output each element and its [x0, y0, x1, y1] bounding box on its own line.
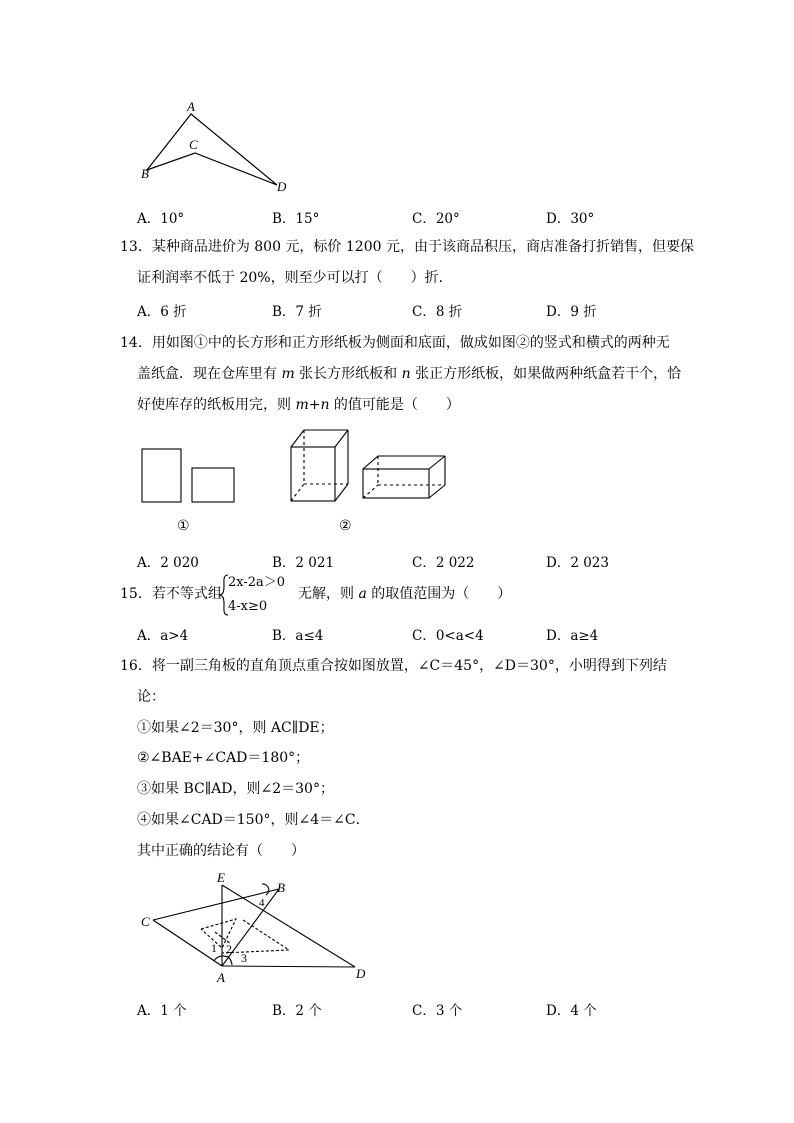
q13-line-1: 13．某种商品进价为 800 元，标价 1200 元，由于该商品积压，商店准备打折销售，但要保 [120, 239, 694, 255]
q14-line-2-c: 张正方形纸板，如果做两种纸盒若干个，恰 [410, 366, 682, 382]
q16-line-1: 16．将一副三角板的直角顶点重合按如图放置，∠C＝45°，∠D＝30°，小明得到下列结 [120, 658, 667, 674]
q14-figure-1-caption: ① [177, 518, 190, 534]
q15-inequality-1: 2x-2a＞0 [228, 575, 286, 590]
q16-ask: 其中正确的结论有（ ） [137, 843, 305, 859]
q15-suffix-a: 无解，则 [298, 586, 359, 602]
q12-label-c: C [189, 137, 198, 152]
q12-label-d: D [277, 179, 287, 193]
q12-label-b: B [141, 166, 149, 181]
q12-option-c[interactable]: C．20° [412, 211, 460, 227]
q14-line-3-b: 的值可能是（ ） [329, 397, 460, 413]
q16-option-c[interactable]: C．3 个 [412, 1003, 463, 1019]
q14-var-n: n [401, 366, 411, 382]
q16-conclusion-4: ④如果∠CAD＝150°，则∠4＝∠C． [137, 812, 370, 828]
q13-option-a[interactable]: A．6 折 [137, 304, 187, 320]
q13-line-2: 证利润率不低于 20%，则至少可以打（ ）折． [137, 270, 453, 286]
q16-label-b: B [277, 880, 285, 895]
q14-line-3-a: 好使库存的纸板用完，则 [137, 397, 296, 413]
q16-angle-4: 4 [259, 897, 265, 909]
q16-conclusion-2: ②∠BAE+∠CAD＝180°； [137, 750, 310, 766]
q15-option-c[interactable]: C．0<a<4 [412, 628, 484, 644]
q13-option-c[interactable]: C．8 折 [412, 304, 463, 320]
q14-square-board [192, 468, 234, 502]
q14-option-b[interactable]: B．2 021 [272, 555, 335, 571]
q14-figure-2-caption: ② [339, 518, 352, 534]
q15-suffix [298, 584, 511, 604]
q16-conclusion-3: ③如果 BC∥AD，则∠2＝30°； [137, 781, 334, 797]
q14-rectangle-board [142, 449, 181, 502]
q12-option-a[interactable]: A．10° [137, 211, 185, 227]
q15-inequality-2: 4-x≥0 [228, 599, 268, 614]
q14-var-m: m [281, 366, 295, 382]
q15-option-a[interactable]: A．a>4 [137, 628, 189, 644]
q16-option-a[interactable]: A．1 个 [137, 1003, 187, 1019]
q14-horizontal-box [363, 456, 445, 498]
q16-label-a: A [217, 970, 225, 985]
q15-var-a: a [358, 586, 367, 602]
q14-line-2-a: 盖纸盒．现在仓库里有 [137, 366, 282, 382]
q14-line-1: 14．用如图①中的长方形和正方形纸板为侧面和底面，做成如图②的竖式和横式的两种无 [120, 335, 670, 351]
q12-label-a: A [187, 99, 195, 114]
q14-option-a[interactable]: A．2 020 [137, 555, 199, 571]
q16-option-b[interactable]: B．2 个 [272, 1003, 322, 1019]
q15-option-b[interactable]: B．a≤4 [272, 628, 324, 644]
q14-line-2-b: 张长方形纸板和 [294, 366, 402, 382]
q16-option-d[interactable]: D．4 个 [546, 1003, 597, 1019]
q14-option-c[interactable]: C．2 022 [412, 555, 475, 571]
q15-option-d[interactable]: D．a≥4 [546, 628, 599, 644]
q12-option-d[interactable]: D．30° [546, 211, 595, 227]
q13-option-d[interactable]: D．9 折 [546, 304, 597, 320]
q15-prefix: 15．若不等式组 [120, 586, 222, 602]
q16-angle-1: 1 [211, 941, 217, 955]
q16-label-c: C [141, 914, 150, 929]
q16-label-d: D [356, 966, 366, 981]
q14-vertical-box [291, 430, 348, 501]
q16-label-e: E [217, 870, 225, 885]
q14-var-mn: m+n [295, 397, 330, 413]
q16-line-2: 论： [137, 689, 165, 705]
q14-line-3 [137, 395, 460, 415]
q16-angle-3: 3 [241, 951, 247, 965]
q12-option-b[interactable]: B．15° [272, 211, 320, 227]
q14-option-d[interactable]: D．2 023 [546, 555, 609, 571]
q15-suffix-b: 的取值范围为（ ） [366, 586, 512, 602]
q13-option-b[interactable]: B．7 折 [272, 304, 322, 320]
q16-triangle-boards-figure [135, 870, 375, 990]
q12-triangle-figure [135, 98, 295, 193]
q16-conclusion-1: ①如果∠2＝30°，则 AC∥DE； [137, 720, 334, 736]
q16-angle-2: 2 [226, 942, 232, 956]
q14-line-2 [137, 364, 681, 384]
